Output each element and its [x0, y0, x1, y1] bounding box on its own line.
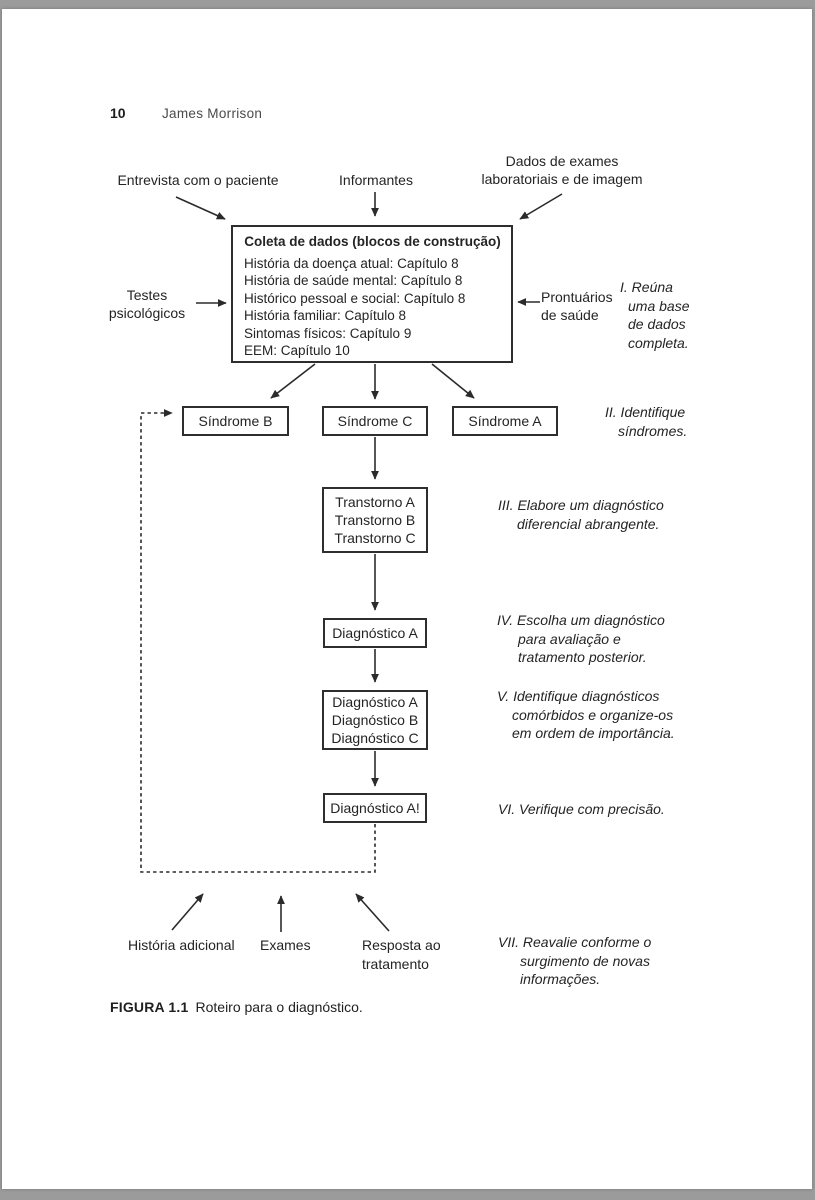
step-vi-line: VI. Verifique com precisão.	[498, 801, 665, 817]
step-i-annotation	[620, 278, 689, 352]
differential-box	[322, 487, 428, 553]
step-vii-line: VII. Reavalie conforme o	[498, 934, 652, 950]
collect-data-item: História de saúde mental: Capítulo 8	[244, 273, 463, 289]
figure-caption	[110, 999, 363, 1015]
comorbid-line: Diagnóstico C	[331, 730, 419, 746]
step-iv-line: para avaliação e	[518, 630, 621, 647]
label-psych-tests-line2: psicológicos	[108, 305, 186, 321]
figure-caption-text: Roteiro para o diagnóstico.	[195, 999, 363, 1015]
figure-caption-label: FIGURA 1.1	[110, 999, 189, 1015]
differential-line: Transtorno A	[335, 494, 415, 510]
label-treatment-response-line2: tratamento	[362, 956, 429, 972]
step-iii-line: III. Elabore um diagnóstico	[498, 497, 664, 513]
syndrome-a-box: Síndrome A	[452, 406, 558, 436]
label-informants: Informantes	[339, 172, 413, 188]
label-additional-history: História adicional	[128, 937, 235, 953]
step-iv-line: tratamento posterior.	[518, 649, 647, 666]
step-iv-annotation	[497, 611, 665, 667]
arrow-collect-to-syndrome-a	[432, 364, 474, 398]
comorbid-line: Diagnóstico A	[332, 694, 418, 710]
label-health-records-line1: Prontuários	[541, 289, 613, 305]
syndrome-b-box: Síndrome B	[182, 406, 289, 436]
step-ii-line: II. Identifique	[605, 404, 686, 420]
step-v-line: V. Identifique diagnósticos	[497, 688, 660, 704]
page-number: 10	[110, 105, 126, 121]
label-treatment-response-line1: Resposta ao	[362, 937, 441, 953]
label-health-records	[541, 288, 613, 324]
collect-data-title: Coleta de dados (blocos de construção)	[244, 234, 501, 249]
step-vii-annotation	[498, 933, 651, 989]
label-lab-data-line1: Dados de exames	[505, 153, 619, 169]
step-v-annotation	[497, 687, 675, 743]
step-v-line: comórbidos e organize-os	[512, 706, 674, 723]
arrow-response-to-loop	[356, 894, 389, 931]
label-patient-interview: Entrevista com o paciente	[117, 172, 279, 188]
collect-data-item: Histórico pessoal e social: Capítulo 8	[244, 290, 466, 306]
working-diagnosis-box: Diagnóstico A	[323, 618, 427, 648]
arrow-history-to-loop	[172, 894, 203, 930]
step-i-line: completa.	[628, 334, 689, 351]
collect-data-item: EEM: Capítulo 10	[244, 343, 350, 359]
label-lab-data	[481, 152, 642, 188]
differential-line: Transtorno C	[334, 530, 416, 546]
step-iii-line: diferencial abrangente.	[517, 515, 660, 532]
collect-data-box	[231, 225, 513, 363]
step-iv-line: IV. Escolha um diagnóstico	[497, 612, 665, 628]
differential-line: Transtorno B	[334, 512, 416, 528]
step-i-line: I. Reúna	[620, 279, 673, 295]
arrow-interview-to-collect	[176, 197, 225, 219]
label-psych-tests-line1: Testes	[126, 287, 168, 303]
step-vi-annotation	[498, 800, 665, 819]
final-diagnosis-box: Diagnóstico A!	[323, 793, 427, 823]
arrow-labdata-to-collect	[520, 194, 562, 219]
step-iii-annotation	[498, 496, 664, 533]
label-treatment-response	[362, 936, 441, 974]
arrow-collect-to-syndrome-b	[271, 364, 315, 398]
label-psych-tests	[109, 286, 185, 322]
step-i-line: uma base	[628, 297, 690, 314]
collect-data-item: História da doença atual: Capítulo 8	[244, 256, 459, 271]
collect-data-item: História familiar: Capítulo 8	[244, 308, 407, 324]
comorbid-box	[322, 690, 428, 750]
label-exams: Exames	[260, 937, 311, 953]
label-health-records-line2: de saúde	[541, 307, 599, 323]
label-lab-data-line2: laboratoriais e de imagem	[481, 171, 643, 187]
step-vii-line: informações.	[520, 971, 601, 988]
syndrome-c-box: Síndrome C	[322, 406, 428, 436]
step-ii-line: síndromes.	[618, 422, 688, 439]
running-head-author: James Morrison	[162, 106, 263, 121]
collect-data-item: Sintomas físicos: Capítulo 9	[244, 325, 412, 341]
step-vii-line: surgimento de novas	[520, 952, 650, 969]
step-ii-annotation	[605, 403, 687, 440]
step-i-line: de dados	[628, 316, 686, 333]
comorbid-line: Diagnóstico B	[331, 712, 419, 728]
step-v-line: em ordem de importância.	[512, 725, 675, 742]
